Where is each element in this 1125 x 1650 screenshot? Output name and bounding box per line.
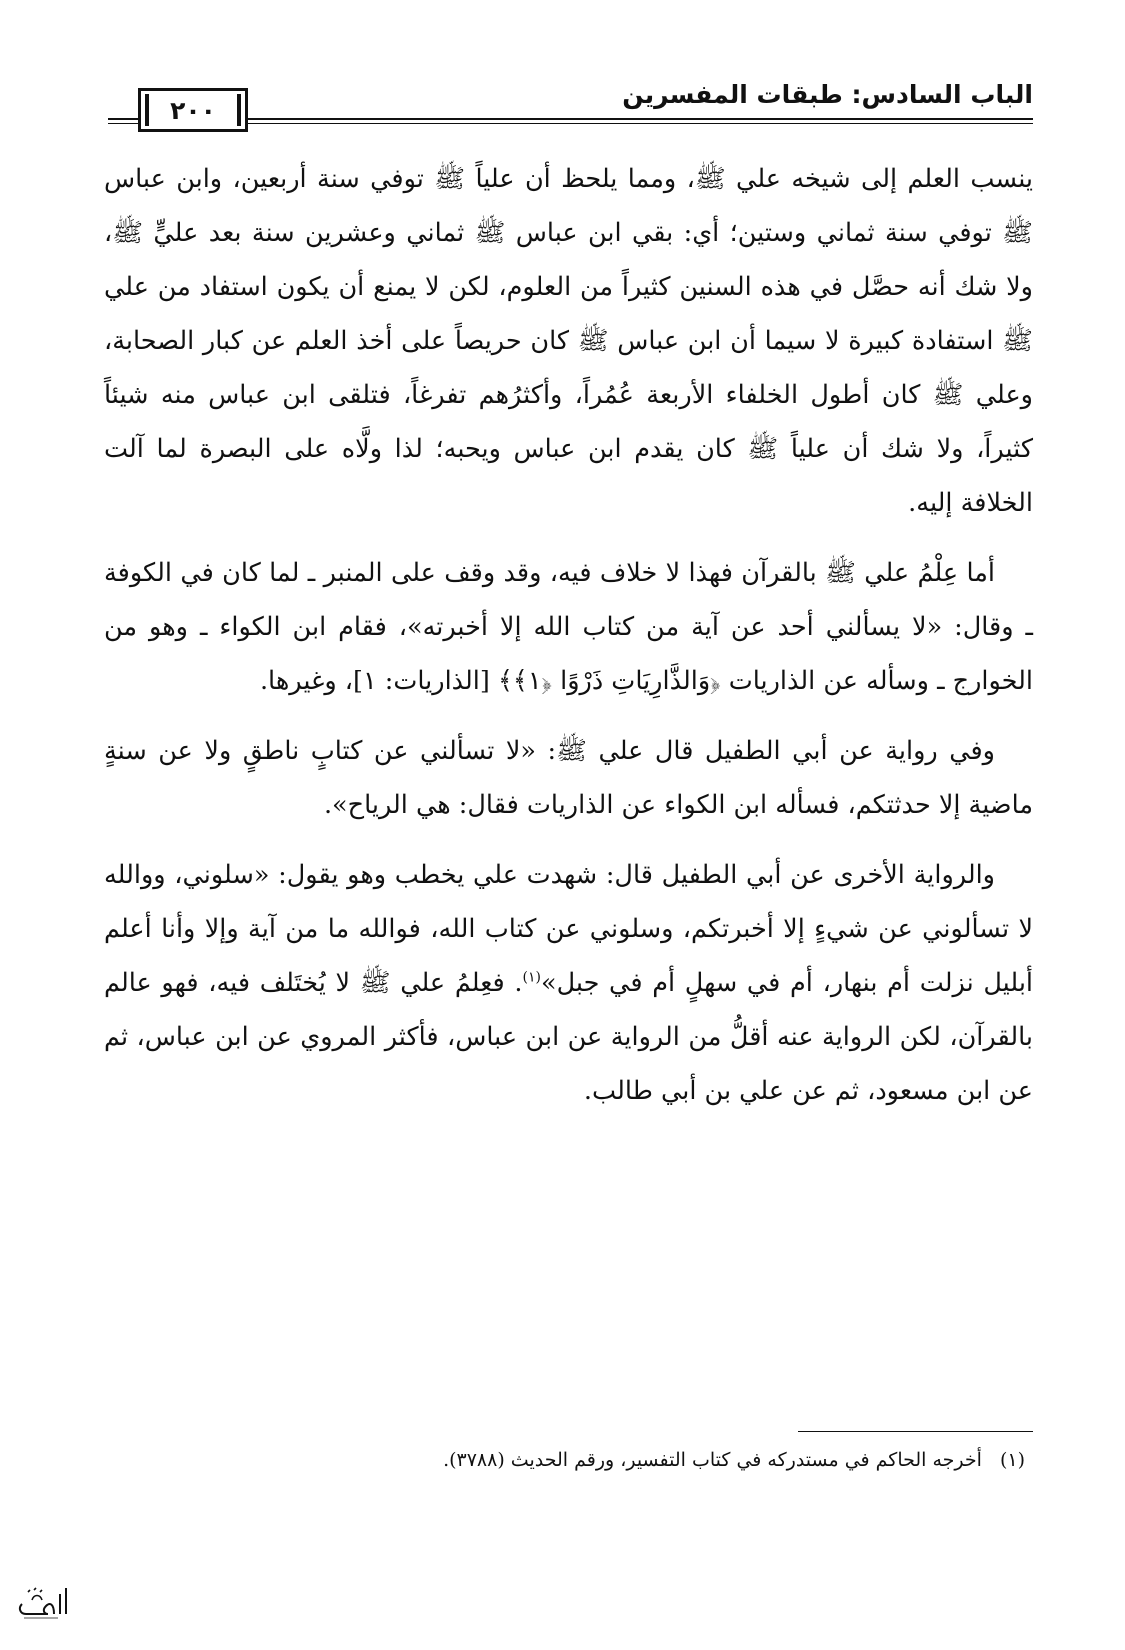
footnote-text: أخرجه الحاكم في مستدركه في كتاب التفسير، ورقم الحديث (٣٧٨٨).	[443, 1449, 982, 1471]
paragraph-2: أما عِلْمُ علي ﷺ بالقرآن فهذا لا خلاف فيه، وقد وقف على المنبر ـ لما كان في الكوفة ـ وقال: «لا يسألني أحد عن آية من كتاب الله إلا أخبرته»، فقام ابن الكواء ـ وهو من الخوارج ـ وسأله عن الذاريات ﴿وَالذَّارِيَاتِ ذَرْوًا ﴿١﴾﴾ [الذاريات: ١]، وغيرها.	[104, 558, 1033, 696]
footnote-reference[interactable]: (١)	[522, 969, 541, 986]
paragraph-4-text-a: والرواية الأخرى عن أبي الطفيل قال: شهدت علي يخطب وهو يقول: «سلوني، ووالله لا تسألوني عن شيءٍ إلا أخبرتكم، وسلوني عن كتاب الله، فوالله ما من آية وإلا وأنا أعلم أبليل نزلت أم بنهار، أم في سهلٍ أم في جبل»	[104, 860, 1033, 998]
publisher-logo	[14, 1580, 72, 1622]
paragraph-1: ينسب العلم إلى شيخه علي ﷺ، ومما يلحظ أن علياً ﷺ توفي سنة أربعين، وابن عباس ﷺ توفي سنة ثماني وستين؛ أي: بقي ابن عباس ﷺ ثماني وعشرين سنة بعد عليٍّ ﷺ، ولا شك أنه حصَّل في هذه السنين كثيراً من العلوم، لكن لا يمنع أن يكون استفاد من علي ﷺ استفادة كبيرة لا سيما أن ابن عباس ﷺ كان حريصاً على أخذ العلم عن كبار الصحابة، وعلي ﷺ كان أطول الخلفاء الأربعة عُمُراً، وأكثرُهم تفرغاً، فتلقى ابن عباس منه شيئاً كثيراً، ولا شك أن علياً ﷺ كان يقدم ابن عباس ويحبه؛ لذا ولَّاه على البصرة لما آلت الخلافة إليه.	[104, 164, 1033, 518]
footnote-number: (١)	[999, 1449, 1025, 1471]
body-text	[104, 152, 1033, 1134]
running-title: الباب السادس: طبقات المفسرين	[622, 80, 1033, 109]
paragraph-3: وفي رواية عن أبي الطفيل قال علي ﷺ: «لا تسألني عن كتابٍ ناطقٍ ولا عن سنةٍ ماضية إلا حدثتكم، فسأله ابن الكواء عن الذاريات فقال: هي الرياح».	[104, 736, 1033, 820]
page-number: ٢٠٠	[138, 88, 248, 132]
footnote	[104, 1446, 1025, 1474]
footnote-separator	[798, 1431, 1033, 1432]
paragraph-4	[104, 848, 1033, 1118]
paragraph-4-text-b: . فعِلمُ علي ﷺ لا يُختَلف فيه، فهو عالم بالقرآن، لكن الرواية عنه أقلُّ من الرواية عن ابن عباس، فأكثر المروي عن ابن عباس، ثم عن ابن مسعود، ثم عن علي بن أبي طالب.	[104, 968, 1033, 1106]
page-header	[108, 78, 1033, 140]
